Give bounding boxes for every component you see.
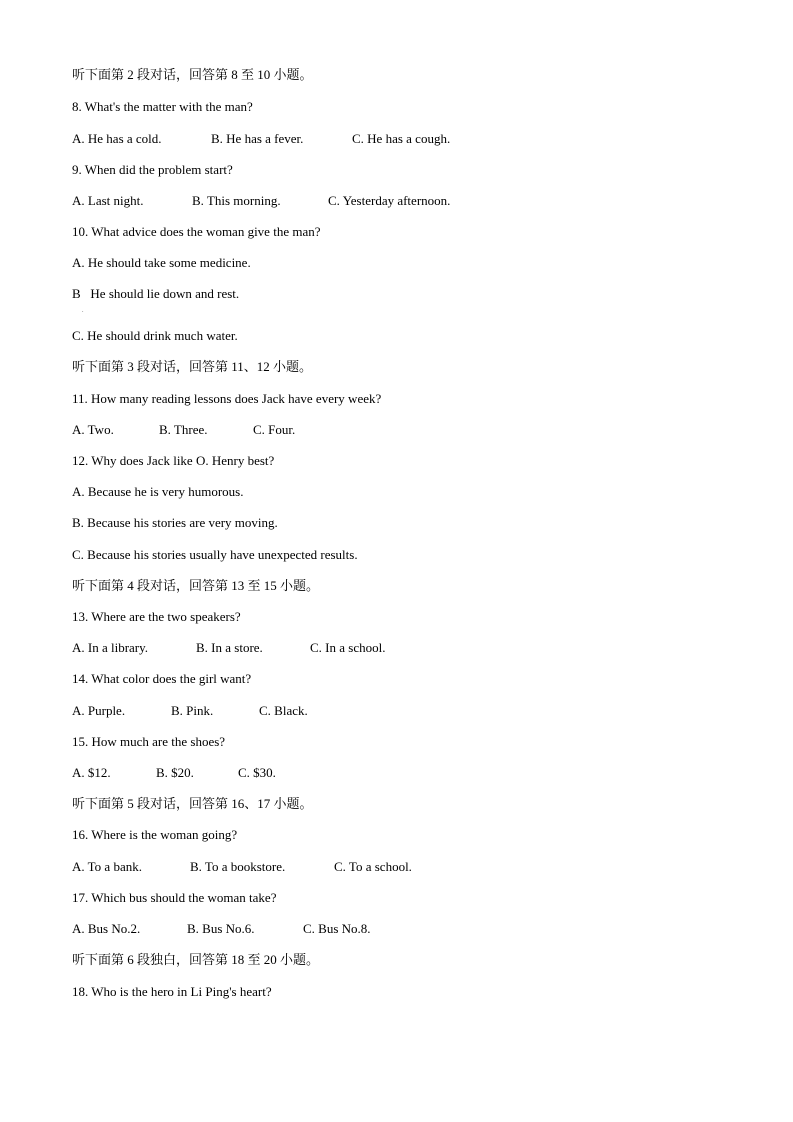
question-15-option-a: A. $12. (72, 765, 111, 780)
question-17-option-c: C. Bus No.8. (303, 921, 371, 936)
question-14-option-a: A. Purple. (72, 703, 126, 718)
question-8-option-b: B. He has a fever. (211, 131, 304, 146)
question-11-option-b: B. Three. (159, 422, 208, 437)
question-17: 17. Which bus should the woman take? (72, 890, 277, 905)
stray-dot-mark: . (82, 308, 84, 314)
question-12-option-c: C. Because his stories usually have unexpected results. (72, 547, 358, 562)
question-12-option-a: A. Because he is very humorous. (72, 484, 244, 499)
question-15-option-b: B. $20. (156, 765, 194, 780)
question-15-option-c: C. $30. (238, 765, 276, 780)
question-17-option-b: B. Bus No.6. (187, 921, 255, 936)
question-13-option-b: B. In a store. (196, 640, 263, 655)
question-9-option-b: B. This morning. (192, 193, 281, 208)
question-13-option-a: A. In a library. (72, 640, 149, 655)
question-10-option-b: B He should lie down and rest. (72, 286, 240, 301)
question-8: 8. What's the matter with the man? (72, 99, 253, 114)
question-16-option-b: B. To a bookstore. (190, 859, 286, 874)
section-heading-2: 听下面第 2 段对话，回答第 8 至 10 小题。 (72, 67, 313, 82)
question-13-option-c: C. In a school. (310, 640, 386, 655)
question-9-option-a: A. Last night. (72, 193, 144, 208)
question-16-option-c: C. To a school. (334, 859, 412, 874)
question-12-option-b: B. Because his stories are very moving. (72, 515, 278, 530)
question-9: 9. When did the problem start? (72, 162, 233, 177)
question-8-option-a: A. He has a cold. (72, 131, 162, 146)
question-8-option-c: C. He has a cough. (352, 131, 451, 146)
question-18: 18. Who is the hero in Li Ping's heart? (72, 984, 272, 999)
question-10-option-c: C. He should drink much water. (72, 328, 238, 343)
section-heading-3: 听下面第 3 段对话，回答第 11、12 小题。 (72, 359, 313, 374)
question-14-option-b: B. Pink. (171, 703, 214, 718)
question-16: 16. Where is the woman going? (72, 827, 238, 842)
question-14-option-c: C. Black. (259, 703, 308, 718)
question-10-option-a: A. He should take some medicine. (72, 255, 251, 270)
section-heading-4: 听下面第 4 段对话，回答第 13 至 15 小题。 (72, 578, 320, 593)
question-13: 13. Where are the two speakers? (72, 609, 241, 624)
question-12: 12. Why does Jack like O. Henry best? (72, 453, 275, 468)
question-17-option-a: A. Bus No.2. (72, 921, 141, 936)
question-16-option-a: A. To a bank. (72, 859, 142, 874)
question-11: 11. How many reading lessons does Jack have every week? (72, 391, 382, 406)
section-heading-5: 听下面第 5 段对话，回答第 16、17 小题。 (72, 796, 313, 811)
question-15: 15. How much are the shoes? (72, 734, 226, 749)
section-heading-6: 听下面第 6 段独白，回答第 18 至 20 小题。 (72, 952, 320, 967)
question-11-option-a: A. Two. (72, 422, 114, 437)
question-9-option-c: C. Yesterday afternoon. (328, 193, 451, 208)
question-10: 10. What advice does the woman give the man? (72, 224, 321, 239)
question-14: 14. What color does the girl want? (72, 671, 252, 686)
question-11-option-c: C. Four. (253, 422, 296, 437)
